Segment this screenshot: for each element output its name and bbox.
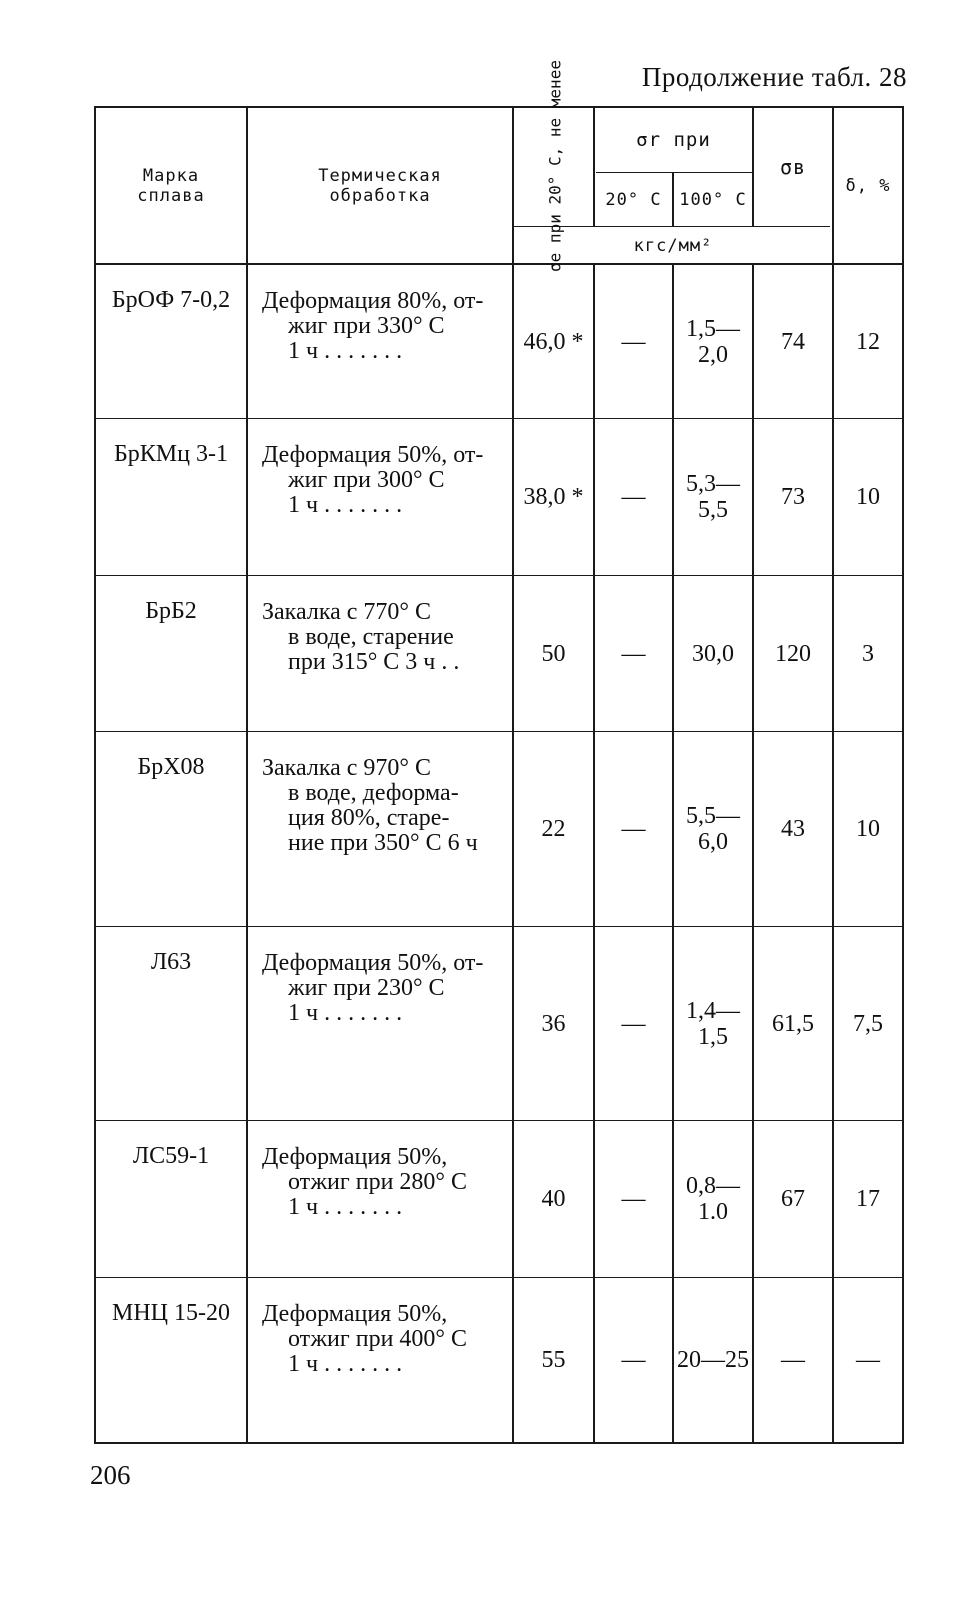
treatment-line: 1 ч . . . . . . . <box>288 1194 403 1220</box>
sigma-b-value: 73 <box>781 484 805 510</box>
sigma-r20-value: — <box>621 328 646 355</box>
sigma-e-value: 46,0 * <box>523 328 584 355</box>
treatment-line: жиг при 230° С <box>288 975 445 1001</box>
sigma-e-value: 22 <box>541 816 566 842</box>
sigma-e-value: 40 <box>541 1186 566 1212</box>
treatment-line: при 315° С 3 ч . . <box>288 649 460 675</box>
treatment-text <box>262 756 498 856</box>
header-sigma-r: σr при <box>636 129 711 151</box>
treatment-line: Деформация 80%, от- <box>262 288 484 314</box>
treatment-line: Деформация 50%, от- <box>262 950 484 976</box>
alloy-name: БрБ2 <box>145 598 197 624</box>
treatment-line: жиг при 300° С <box>288 467 445 493</box>
treatment-line: 1 ч . . . . . . . <box>288 1351 403 1377</box>
alloy-name: БрОФ 7-0,2 <box>111 287 231 313</box>
sigma-e-value: 50 <box>541 640 566 667</box>
sigma-r100-value: 20—25 <box>677 1347 749 1373</box>
treatment-line: 1 ч . . . . . . . <box>288 492 403 518</box>
sigma-r20-value: — <box>621 1347 646 1373</box>
sigma-r100-value: 30,0 <box>692 640 734 667</box>
treatment-line: в воде, деформа- <box>288 780 459 806</box>
sigma-r100-value: 0,8— 1.0 <box>686 1173 740 1225</box>
treatment-text <box>262 289 498 364</box>
treatment-text <box>262 1302 498 1377</box>
delta-value: 12 <box>856 328 880 355</box>
header-sigma-e: σe при 20° С, не менее <box>545 60 565 272</box>
sigma-e-value: 38,0 * <box>523 484 584 510</box>
sigma-r20-value: — <box>621 640 646 667</box>
sigma-b-value: — <box>781 1347 805 1373</box>
delta-value: 10 <box>856 484 880 510</box>
treatment-line: отжиг при 280° С <box>288 1169 468 1195</box>
sigma-b-value: 67 <box>781 1186 805 1212</box>
header-alloy: Марка сплава <box>137 165 205 206</box>
treatment-line: ция 80%, старе- <box>288 805 450 831</box>
sigma-r100-value: 1,4— 1,5 <box>686 997 740 1050</box>
header-treatment: Термическая обработка <box>318 165 442 206</box>
sigma-b-value: 43 <box>781 816 805 842</box>
treatment-line: 1 ч . . . . . . . <box>288 1000 403 1026</box>
treatment-line: 1 ч . . . . . . . <box>288 338 403 364</box>
table-bottom-rule <box>94 1442 904 1444</box>
col-line <box>246 108 248 1442</box>
alloy-name: БрКМц 3-1 <box>114 441 228 467</box>
header-delta: δ, % <box>845 175 891 196</box>
header-unit: кгс/мм² <box>633 235 713 256</box>
header-t100: 100° С <box>679 190 747 210</box>
sigma-r-rule <box>596 172 752 173</box>
sigma-r100-value: 1,5— 2,0 <box>686 315 740 368</box>
sigma-r20-value: — <box>621 484 646 510</box>
delta-value: 3 <box>862 640 874 667</box>
treatment-line: Закалка с 970° С <box>262 755 432 781</box>
treatment-line: Деформация 50%, от- <box>262 442 484 468</box>
sigma-r20-value: — <box>621 816 646 842</box>
treatment-text <box>262 1145 498 1220</box>
sigma-e-value: 55 <box>541 1347 566 1373</box>
treatment-text <box>262 600 498 675</box>
sigma-b-value: 74 <box>781 328 805 355</box>
sigma-b-value: 120 <box>775 640 811 667</box>
delta-value: 10 <box>856 816 880 842</box>
alloy-name: Л63 <box>150 949 192 975</box>
sigma-r100-value: 5,3— 5,5 <box>686 471 740 523</box>
sigma-r100-value: 5,5— 6,0 <box>686 803 740 855</box>
treatment-line: Закалка с 770° С <box>262 599 432 625</box>
treatment-line: ние при 350° С 6 ч <box>288 830 478 856</box>
alloy-name: МНЦ 15-20 <box>112 1300 230 1326</box>
treatment-line: Деформация 50%, <box>262 1144 448 1170</box>
treatment-line: Деформация 50%, <box>262 1301 448 1327</box>
treatment-text <box>262 951 498 1026</box>
treatment-line: отжиг при 400° С <box>288 1326 468 1352</box>
treatment-line: в воде, старение <box>288 624 454 650</box>
alloy-name: БрХ08 <box>137 754 205 780</box>
header-t20: 20° С <box>605 190 662 210</box>
header-sigma-b: σв <box>779 155 807 179</box>
treatment-text <box>262 443 498 518</box>
delta-value: — <box>856 1347 880 1373</box>
sigma-r20-value: — <box>621 1010 646 1037</box>
sigma-r20-value: — <box>621 1186 646 1212</box>
treatment-line: жиг при 330° С <box>288 313 445 339</box>
alloy-name: ЛС59-1 <box>132 1143 210 1169</box>
col-line <box>902 108 904 1442</box>
table-caption: Продолжение табл. 28 <box>641 62 907 92</box>
delta-value: 17 <box>856 1186 880 1212</box>
delta-value: 7,5 <box>853 1010 883 1037</box>
page-number: 206 <box>90 1460 131 1490</box>
sigma-e-value: 36 <box>541 1010 566 1037</box>
sigma-b-value: 61,5 <box>772 1010 814 1037</box>
